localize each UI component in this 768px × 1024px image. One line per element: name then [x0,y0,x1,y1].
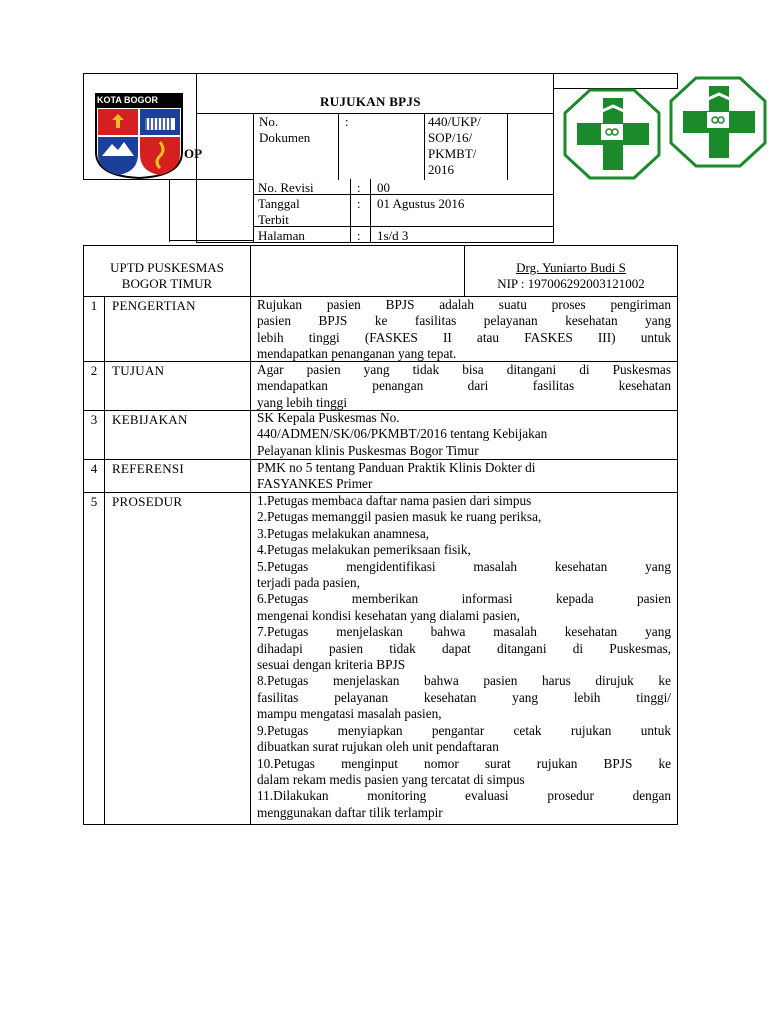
section-body-prosedur [257,493,671,821]
section-number: 3 [90,412,98,427]
section-body-pengertian [257,297,671,363]
procedure-line: 5.Petugas mengidentifikasi masalah kesehatan yang [257,558,671,574]
section-body-tujuan [257,362,671,411]
body-line: 440/ADMEN/SK/06/PKMBT/2016 tentang Kebijakan [257,426,548,442]
issue-date-label-1: Tanggal [258,196,300,211]
signer-name: Drg. Yuniarto Budi S [516,260,626,275]
section-number: 4 [90,461,98,476]
page-colon: : [357,228,361,243]
procedure-line: 2.Petugas memanggil pasien masuk ke ruang periksa, [257,509,542,525]
page-label: Halaman [258,228,305,243]
procedure-line: 7.Petugas menjelaskan bahwa masalah kesehatan yang [257,624,671,640]
section-body-referensi [257,460,671,493]
section-title-kebijakan: KEBIJAKAN [112,412,188,427]
puskesmas-logo-2 [669,76,767,168]
sop-label-fragment: OP [184,146,203,161]
procedure-line: mampu mengatasi masalah pasien, [257,706,442,722]
issue-date-label-2: Terbit [258,212,289,227]
section-title-tujuan: TUJUAN [112,363,165,378]
doc-number-label-1: No. [259,114,279,129]
section-body-kebijakan [257,410,671,459]
body-line: Pelayanan klinis Puskesmas Bogor Timur [257,442,479,458]
procedure-line: menggunakan daftar tilik terlampir [257,804,443,820]
logo-text: KOTA BOGOR [97,95,158,105]
body-line: yang lebih tinggi [257,394,348,410]
section-title-prosedur: PROSEDUR [112,494,183,509]
procedure-line: sesuai dengan kriteria BPJS [257,657,406,673]
revision-value: 00 [377,180,390,195]
doc-number-value-4: 2016 [428,162,454,177]
page-value: 1s/d 3 [377,228,409,243]
org-name-line-2: BOGOR TIMUR [121,276,213,291]
issue-date-colon: : [357,196,361,211]
procedure-line: dalam rekam medis pasien yang tercatat di simpus [257,771,525,787]
section-title-referensi: REFERENSI [112,461,185,476]
body-line: mendapatkan penangan dari fasilitas kesehatan [257,378,671,394]
section-title-pengertian: PENGERTIAN [112,298,196,313]
procedure-line: 8.Petugas menjelaskan bahwa pasien harus dirujuk ke [257,673,671,689]
body-line: SK Kepala Puskesmas No. [257,410,400,425]
doc-number-value-3: PKMBT/ [428,146,477,161]
body-line: FASYANKES Primer [257,476,373,492]
procedure-line: 6.Petugas memberikan informasi kepada pasien [257,591,671,607]
procedure-line: dihadapi pasien tidak dapat ditangani di Puskesmas, [257,640,671,656]
org-name-line-1: UPTD PUSKESMAS [110,260,224,275]
doc-number-value-1: 440/UKP/ [428,114,481,129]
procedure-line: 1.Petugas membaca daftar nama pasien dari simpus [257,493,532,508]
doc-number-colon: : [345,114,349,129]
procedure-line: 3.Petugas melakukan anamnesa, [257,525,430,541]
body-line: pasien BPJS ke fasilitas pelayanan kesehatan yang [257,313,671,329]
section-number: 2 [90,363,98,378]
section-number: 1 [90,298,98,313]
revision-label: No. Revisi [258,180,314,195]
body-line: PMK no 5 tentang Panduan Praktik Klinis Dokter di [257,460,536,475]
body-line: Agar pasien yang tidak bisa ditangani di Puskesmas [257,362,671,377]
puskesmas-logo-1 [563,88,661,180]
procedure-line: terjadi pada pasien, [257,575,361,591]
body-line: Rujukan pasien BPJS adalah suatu proses pengiriman [257,297,671,312]
procedure-line: 11.Dilakukan monitoring evaluasi prosedur dengan [257,788,671,804]
doc-number-label-2: Dokumen [259,130,311,145]
doc-number-value-2: SOP/16/ [428,130,473,145]
procedure-line: 10.Petugas menginput nomor surat rujukan BPJS ke [257,755,671,771]
body-line: mendapatkan penanganan yang tepat. [257,346,457,362]
procedure-line: 9.Petugas menyiapkan pengantar cetak rujukan untuk [257,722,671,738]
revision-colon: : [357,180,361,195]
issue-date-value: 01 Agustus 2016 [377,196,465,211]
procedure-line: 4.Petugas melakukan pemeriksaan fisik, [257,542,471,558]
section-number: 5 [90,494,98,509]
signer-nip: NIP : 197006292003121002 [497,276,645,291]
kota-bogor-emblem [94,92,184,179]
document-title: RUJUKAN BPJS [320,94,421,109]
body-line: lebih tinggi (FASKES II atau FASKES III) untuk [257,329,671,345]
procedure-line: fasilitas pelayanan kesehatan yang lebih tinggi/ [257,689,671,705]
procedure-line: dibuatkan surat rujukan oleh unit pendaftaran [257,739,499,755]
procedure-line: mengenai kondisi kesehatan yang dialami pasien, [257,607,520,623]
